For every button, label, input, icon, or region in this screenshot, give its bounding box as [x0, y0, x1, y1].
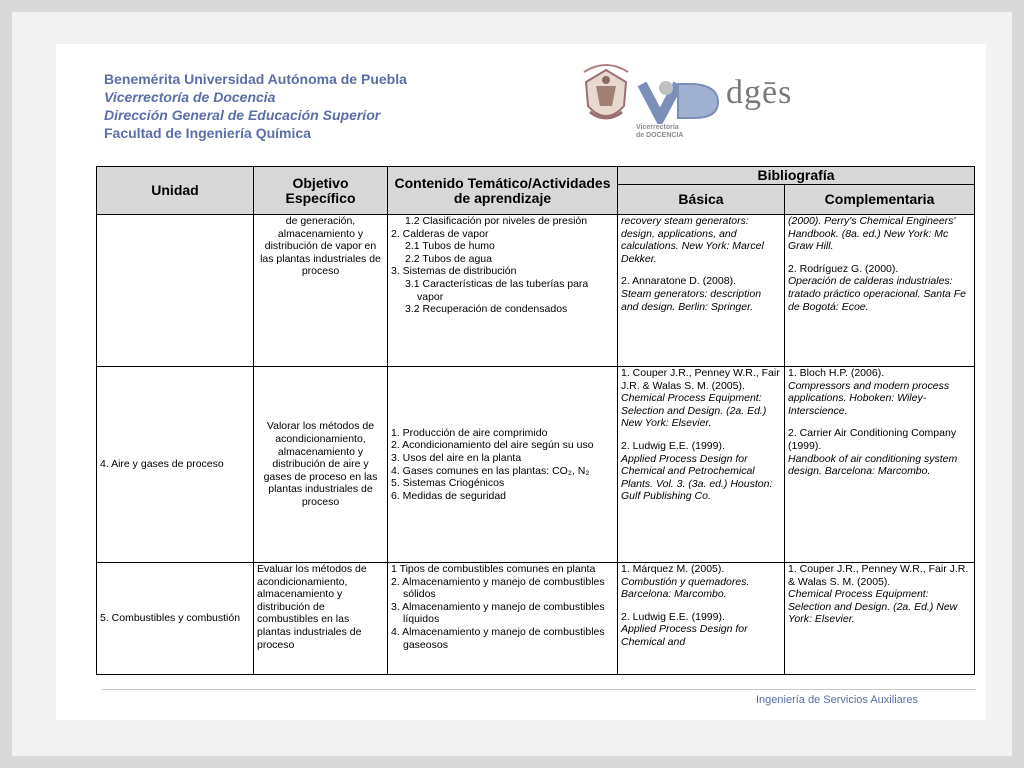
- ref-basica-2-author: 2. Ludwig E.E. (1999).: [621, 439, 725, 452]
- ref-basica-1-title: Combustión y quemadores. Barcelona: Marcombo.: [621, 575, 750, 601]
- slide-frame: [12, 12, 1012, 756]
- contenido-item: 3. Sistemas de distribución: [391, 265, 517, 278]
- vd-caption-line1: Vicerrectoría: [636, 124, 679, 131]
- cell-objetivo: de generación, almacenamiento y distribución de vapor en las plantas industriales de proceso: [254, 215, 388, 367]
- ref-complementaria-1: (2000). Perry's Chemical Engineers' Handbook. (8a. ed.) New York: Mc Graw Hill.: [788, 215, 956, 253]
- cell-basica: [618, 563, 785, 675]
- syllabus-table: [96, 166, 975, 675]
- ref-basica-1-title: Chemical Process Equipment: Selection and Design. (2a. Ed.) New York: Elsevier.: [621, 392, 767, 430]
- ref-basica-2-title: Steam generators: description and design. Berlin: Springer.: [621, 287, 762, 313]
- ref-basica-2-author: 2. Ludwig E.E. (1999).: [621, 610, 725, 623]
- header-complementaria: Complementaria: [785, 185, 975, 215]
- slide: [56, 44, 986, 720]
- contenido-item: 4. Almacenamiento y manejo de combustibles gaseosos: [391, 625, 605, 651]
- ref-basica-1: recovery steam generators: design, applications, and calculations. New York: Marcel Dekker.: [621, 215, 764, 265]
- ref-complementaria-1-title: Compressors and modern process applications. Hoboken: Wiley-Interscience.: [788, 379, 950, 417]
- table-row: [97, 215, 975, 367]
- ref-complementaria-2-author: 2. Rodríguez G. (2000).: [788, 262, 899, 275]
- cell-complementaria: [785, 215, 975, 367]
- cell-unidad: [97, 215, 254, 367]
- contenido-item: 1 Tipos de combustibles comunes en planta: [391, 563, 596, 575]
- contenido-item: 3. Usos del aire en la planta: [391, 451, 522, 464]
- contenido-item: 1. Producción de aire comprimido: [391, 426, 548, 439]
- contenido-item: 2.2 Tubos de agua: [405, 252, 492, 265]
- contenido-list: [391, 563, 614, 651]
- ref-basica-1-author: 1. Couper J.R., Penney W.R., Fair J.R. & Walas S. M. (2005).: [621, 367, 780, 392]
- university-seal-icon: [576, 62, 636, 132]
- header-line-direccion: Dirección General de Educación Superior: [104, 107, 381, 123]
- ref-basica-2-title: Applied Process Design for Chemical and: [621, 623, 748, 648]
- contenido-item: 1.2 Clasificación por niveles de presión: [405, 215, 588, 227]
- cell-contenido: [388, 563, 618, 675]
- header-contenido: Contenido Temático/Actividades de aprendizaje: [388, 167, 618, 215]
- header-line-university: Benemérita Universidad Autónoma de Puebla: [104, 71, 407, 87]
- header-basica: Básica: [618, 185, 785, 215]
- cell-contenido: [388, 215, 618, 367]
- contenido-item: 3. Almacenamiento y manejo de combustibles líquidos: [391, 600, 605, 626]
- cell-unidad: 4. Aire y gases de proceso: [97, 367, 254, 563]
- ref-complementaria-2-title: Handbook of air conditioning system design. Barcelona: Marcombo.: [788, 452, 958, 478]
- table-row: [97, 367, 975, 563]
- contenido-item: 2. Almacenamiento y manejo de combustibles sólidos: [391, 575, 605, 601]
- header-line-vicerrectoria: Vicerrectoría de Docencia: [104, 89, 276, 105]
- table-row: [97, 563, 975, 675]
- ref-complementaria-1-title: Chemical Process Equipment: Selection and Design. (2a. Ed.) New York: Elsevier.: [788, 588, 958, 626]
- cell-contenido: [388, 367, 618, 563]
- header-unidad: Unidad: [97, 167, 254, 215]
- contenido-item: 2. Calderas de vapor: [391, 227, 489, 240]
- cell-unidad: 5. Combustibles y combustión: [97, 563, 254, 675]
- ref-complementaria-2-author: 2. Carrier Air Conditioning Company (1999).: [788, 427, 957, 452]
- cell-objetivo: Valorar los métodos de acondicionamiento, almacenamiento y distribución de aire y gases de proceso en las plantas industriales de proceso: [254, 367, 388, 563]
- contenido-item: 5. Sistemas Criogénicos: [391, 477, 505, 490]
- institution-header: [104, 70, 407, 142]
- cell-complementaria: [785, 563, 975, 675]
- cell-basica: [618, 215, 785, 367]
- dges-logo-text: dgēs: [726, 74, 793, 111]
- ref-basica-1-author: 1. Márquez M. (2005).: [621, 563, 725, 575]
- ref-complementaria-1-author: 1. Bloch H.P. (2006).: [788, 367, 885, 379]
- ref-basica-2-author: 2. Annaratone D. (2008).: [621, 275, 736, 288]
- contenido-item: 6. Medidas de seguridad: [391, 489, 506, 502]
- contenido-item: 3.2 Recuperación de condensados: [405, 303, 568, 316]
- ref-basica-2-title: Applied Process Design for Chemical and Petrochemical Plants. Vol. 3. (3a. ed.) Houston: Gulf Publishing Co.: [621, 452, 773, 503]
- contenido-item: 4. Gases comunes en las plantas: CO₂, N₂: [391, 464, 590, 477]
- cell-complementaria: [785, 367, 975, 563]
- footer-divider: [102, 689, 976, 690]
- ref-complementaria-2-title: Operación de calderas industriales: tratado práctico operacional. Santa Fe de Bogotá: Ecoe.: [788, 275, 967, 313]
- contenido-list: [391, 427, 614, 503]
- header-bibliografia: Bibliografía: [618, 167, 975, 185]
- ref-complementaria-1-author: 1. Couper J.R., Penney W.R., Fair J.R. & Walas S. M. (2005).: [788, 563, 969, 588]
- vd-logo-icon: [638, 78, 726, 124]
- cell-basica: [618, 367, 785, 563]
- footer-text: Ingeniería de Servicios Auxiliares: [756, 694, 919, 706]
- contenido-item: 3.1 Características de las tuberías para vapor: [405, 277, 589, 303]
- contenido-list: [391, 215, 614, 316]
- contenido-item: 2.1 Tubos de humo: [405, 240, 495, 253]
- header-objetivo: Objetivo Específico: [254, 167, 388, 215]
- vd-caption: [636, 124, 683, 140]
- vd-caption-line2: de DOCENCIA: [636, 132, 684, 139]
- logos-area: [576, 58, 816, 148]
- cell-objetivo: Evaluar los métodos de acondicionamiento, almacenamiento y distribución de combustibles en las plantas industriales de proceso: [254, 563, 388, 675]
- contenido-item: 2. Acondicionamiento del aire según su uso: [391, 439, 594, 452]
- header-line-facultad: Facultad de Ingeniería Química: [104, 125, 311, 141]
